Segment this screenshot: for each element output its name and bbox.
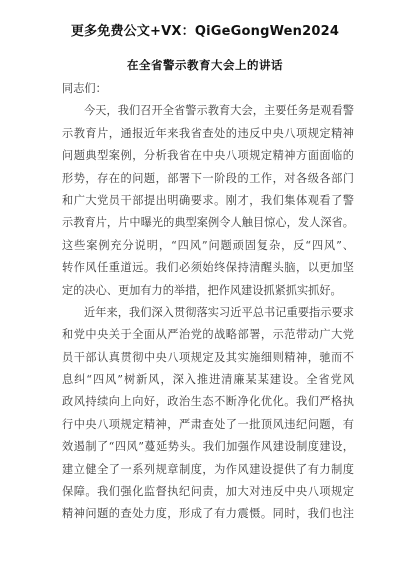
paragraph-line: 形势，存在的问题，部署下一阶段的工作，对各级各部门: [62, 171, 354, 185]
paragraph-1: [62, 100, 354, 302]
paragraph-line: 定的决心、更加有力的举措，把作风建设抓紧抓实抓好。: [62, 283, 342, 297]
paragraph-line: 保障。我们强化监督执纪问责，加大对违反中央八项规定: [62, 485, 354, 499]
paragraph-line: 这些案例充分说明，“四风”问题顽固复杂，反“四风”、: [62, 238, 354, 252]
document-title: 在全省警示教育大会上的讲话: [127, 58, 283, 72]
paragraph-line: 今天，我们召开全省警示教育大会，主要任务是观看警: [84, 104, 354, 118]
salutation: 同志们：: [62, 82, 107, 95]
paragraph-line: 示教育片，片中曝光的典型案例令人触目惊心，发人深省。: [62, 216, 354, 230]
paragraph-line: 和党中央关于全面从严治党的战略部署，示范带动广大党: [62, 328, 354, 342]
paragraph-line: 建立健全了一系列规章制度，为作风建设提供了有力制度: [62, 462, 354, 476]
document-body: [62, 78, 354, 526]
paragraph-line: 效遏制了“四风”蔓延势头。我们加强作风建设制度建设，: [62, 440, 354, 454]
paragraph-line: 员干部认真贯彻中央八项规定及其实施细则精神，驰而不: [62, 350, 354, 364]
paragraph-line: 政风持续向上向好，政治生态不断净化优化。我们严格执: [62, 395, 354, 409]
paragraph-line: 行中央八项规定精神，严肃查处了一批顶风违纪问题，有: [62, 417, 354, 431]
paragraph-line: 息纠“四风”树新风，深入推进清廉某某建设。全省党风: [62, 373, 354, 387]
paragraph-line: 精神问题的查处力度，形成了有力震慑。同时，我们也注: [62, 507, 354, 521]
paragraph-line: 转作风任重道远。我们必须始终保持清醒头脑，以更加坚: [62, 261, 354, 275]
paragraph-line: 和广大党员干部提出明确要求。刚才，我们集体观看了警: [62, 193, 354, 207]
paragraph-line: 问题典型案例，分析我省在中央八项规定精神方面面临的: [62, 149, 354, 163]
paragraph-line: 近年来，我们深入贯彻落实习近平总书记重要指示要求: [84, 305, 354, 319]
paragraph-2: [62, 302, 354, 526]
paragraph-line: 示教育片，通报近年来我省查处的违反中央八项规定精神: [62, 126, 354, 140]
watermark-header: 更多免费公文+VX：QiGeGongWen2024: [70, 24, 340, 39]
